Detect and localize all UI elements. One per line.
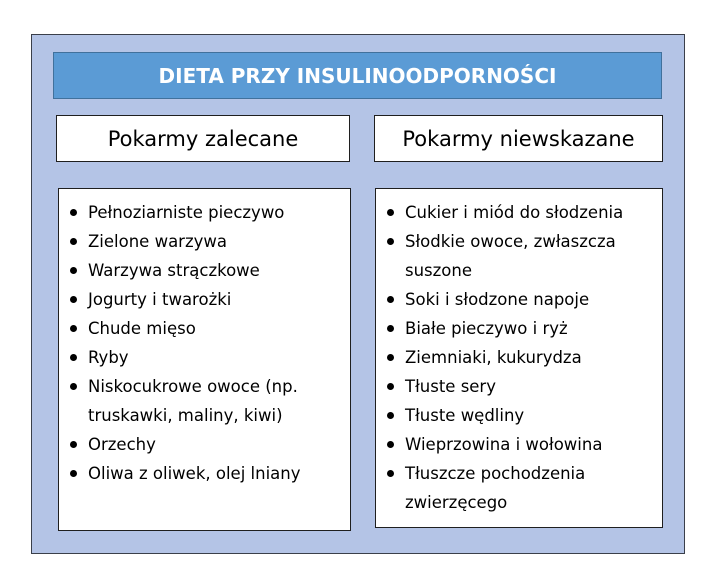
recommended-item: Niskocukrowe owoce (np. truskawki, maliny, kiwi) [69,372,340,430]
recommended-item: Zielone warzywa [69,227,340,256]
recommended-list [69,198,340,488]
not-recommended-item: Soki i słodzone napoje [386,285,652,314]
bullet-icon [387,412,394,419]
not-recommended-item: Tłuste sery [386,372,652,401]
not-recommended-item: Wieprzowina i wołowina [386,430,652,459]
not-recommended-item: Ziemniaki, kukurydza [386,343,652,372]
bullet-icon [70,238,77,245]
bullet-icon [70,383,77,390]
bullet-icon [70,325,77,332]
bullet-icon [70,441,77,448]
not-recommended-list [386,198,652,517]
not-recommended-item: Cukier i miód do słodzenia [386,198,652,227]
bullet-icon [387,325,394,332]
bullet-icon [387,296,394,303]
recommended-item: Jogurty i twarożki [69,285,340,314]
recommended-list-box [58,188,351,531]
bullet-icon [387,354,394,361]
bullet-icon [387,209,394,216]
bullet-icon [70,354,77,361]
recommended-item: Chude mięso [69,314,340,343]
recommended-item: Orzechy [69,430,340,459]
bullet-icon [70,470,77,477]
not-recommended-item: Słodkie owoce, zwłaszcza suszone [386,227,652,285]
diagram-title: DIETA PRZY INSULINOODPORNOŚCI [53,52,662,99]
bullet-icon [387,238,394,245]
not-recommended-list-box [375,188,663,528]
bullet-icon [70,296,77,303]
recommended-item: Ryby [69,343,340,372]
not-recommended-item: Tłuste wędliny [386,401,652,430]
bullet-icon [70,267,77,274]
recommended-item: Oliwa z oliwek, olej lniany [69,459,340,488]
recommended-item: Pełnoziarniste pieczywo [69,198,340,227]
bullet-icon [387,383,394,390]
not-recommended-item: Białe pieczywo i ryż [386,314,652,343]
bullet-icon [387,441,394,448]
diagram-frame [31,34,685,554]
bullet-icon [70,209,77,216]
not-recommended-item: Tłuszcze pochodzenia zwierzęcego [386,459,652,517]
recommended-item: Warzywa strączkowe [69,256,340,285]
not-recommended-header: Pokarmy niewskazane [374,115,663,162]
recommended-header: Pokarmy zalecane [56,115,350,162]
bullet-icon [387,470,394,477]
